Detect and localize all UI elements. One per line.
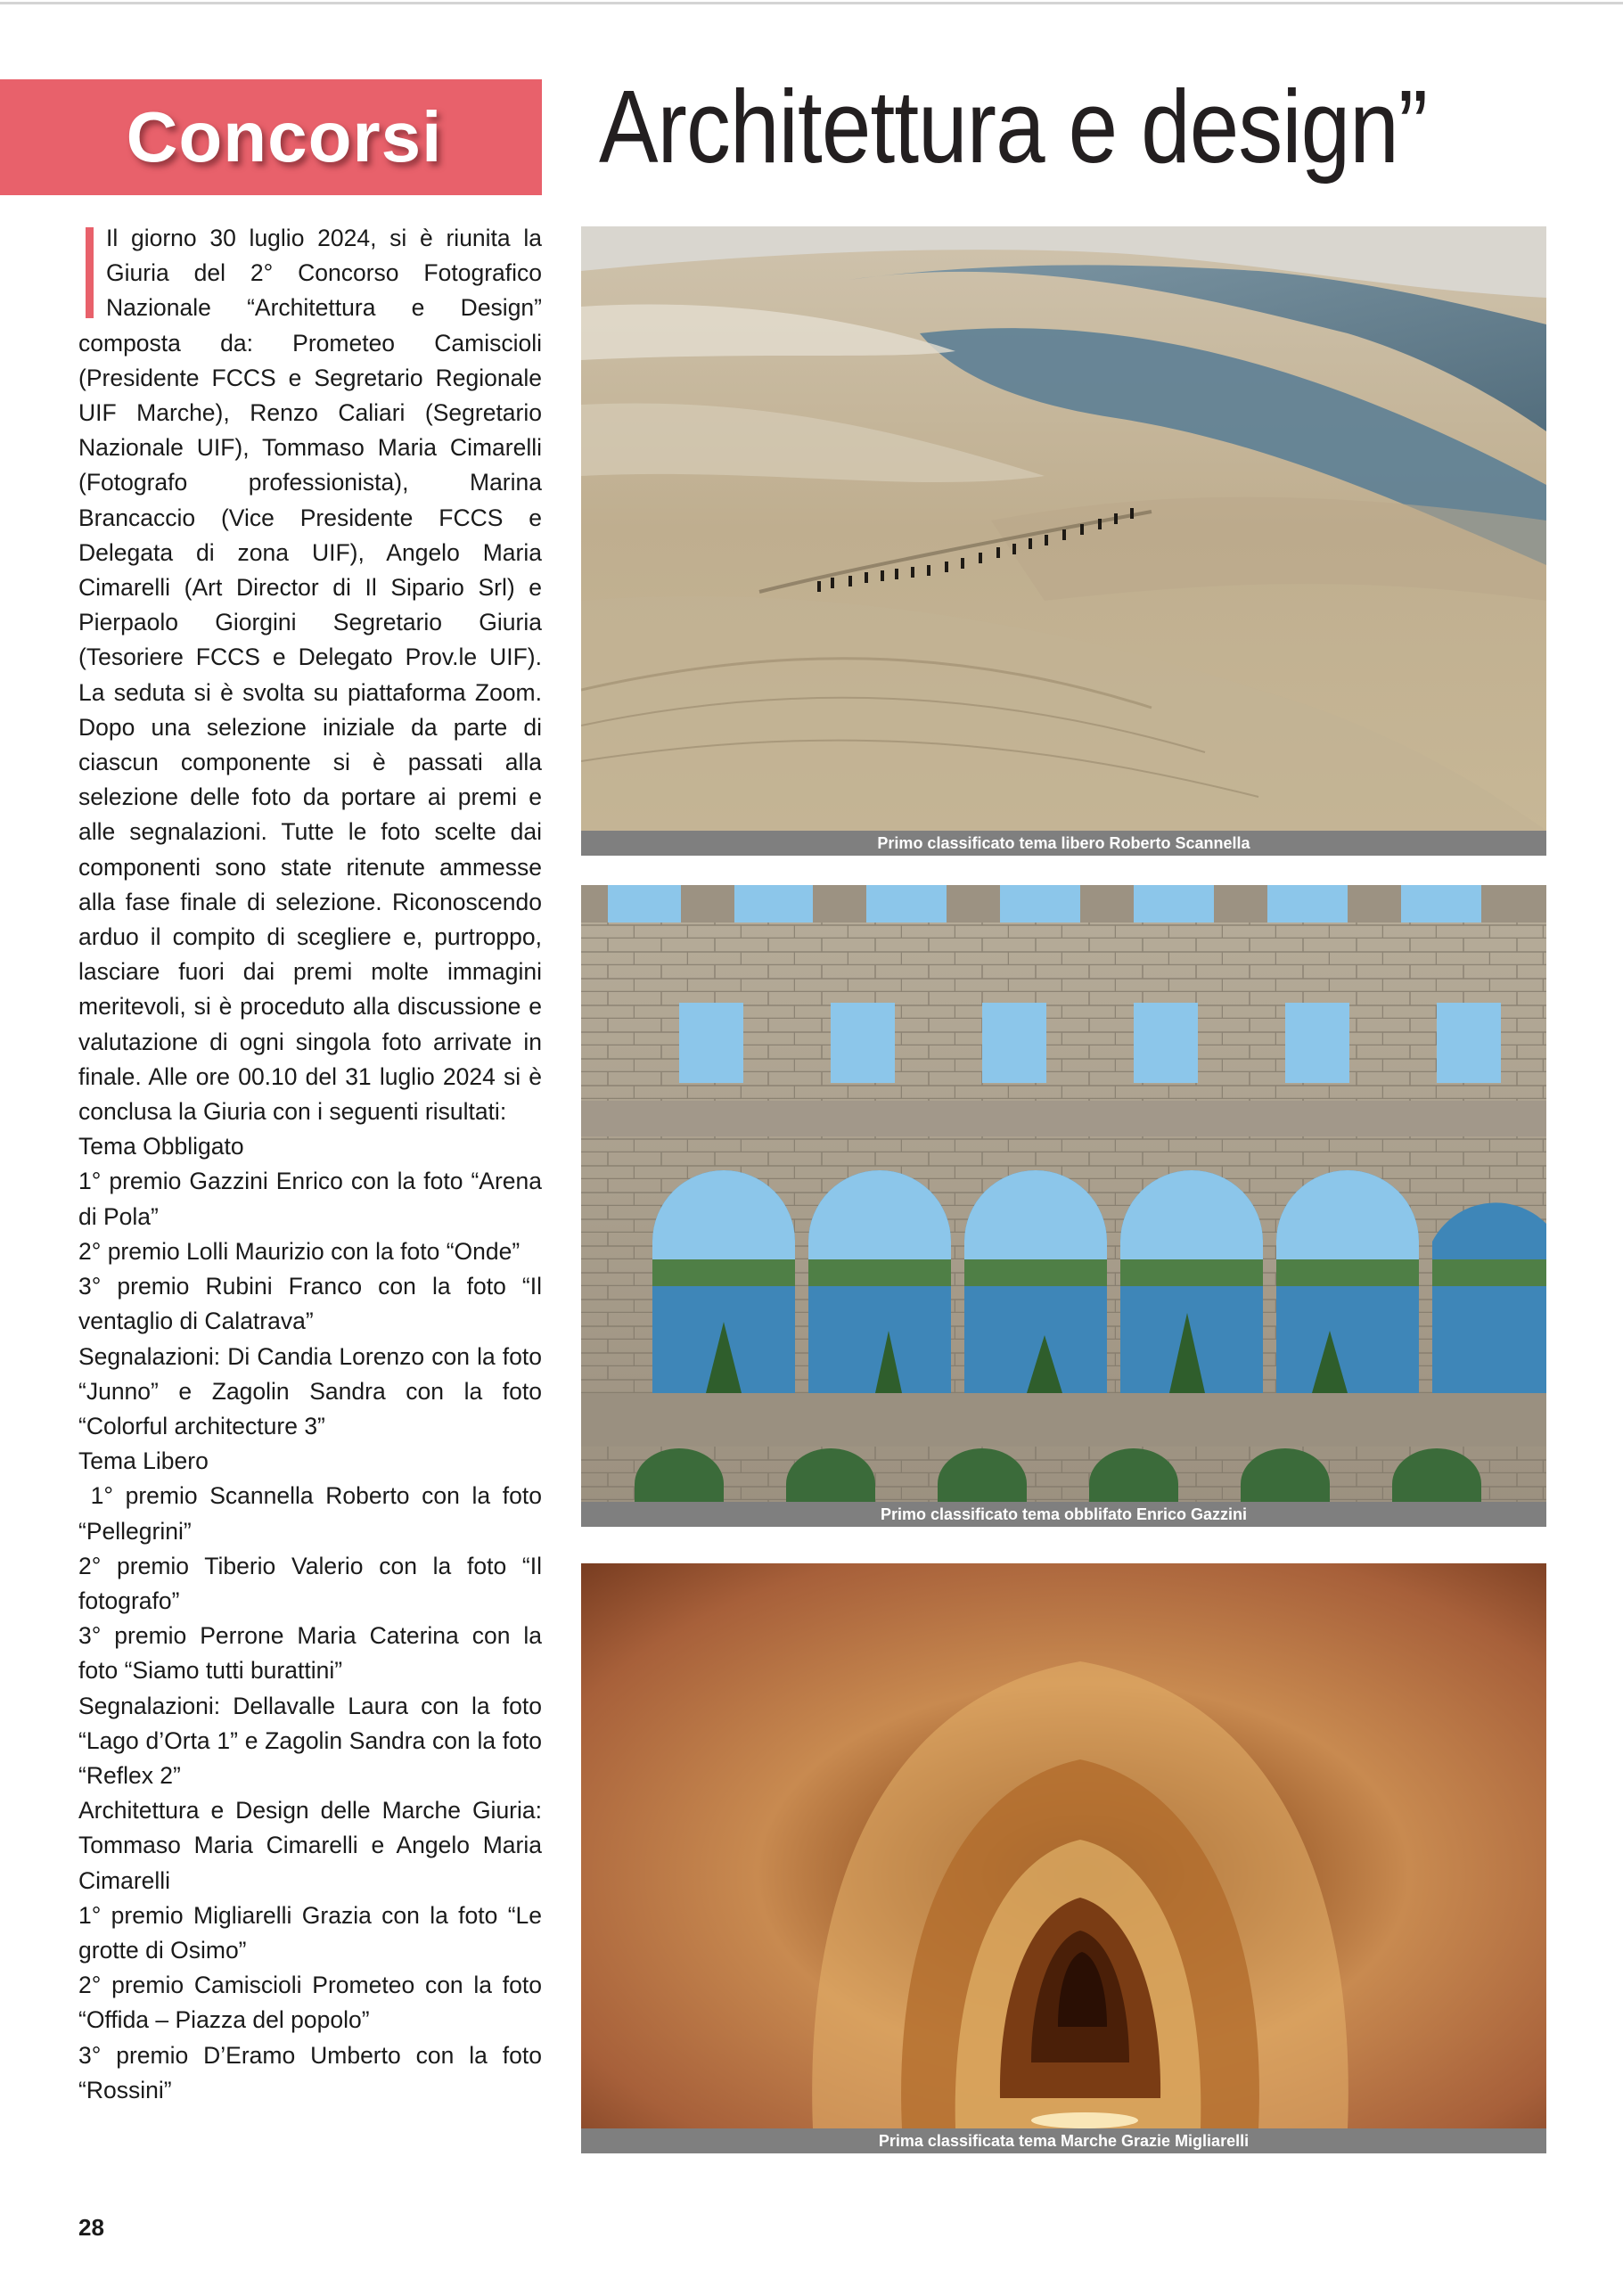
photo-arena-arches xyxy=(581,885,1546,1502)
result-entry: 1° premio Migliarelli Grazia con la foto “Le grotte di Osimo” xyxy=(78,1901,542,1964)
photo-caption: Primo classificato tema libero Roberto Scannella xyxy=(581,831,1546,856)
photo-caption: Prima classificata tema Marche Grazie Migliarelli xyxy=(581,2128,1546,2153)
page-title: Architettura e design” xyxy=(599,69,1428,184)
result-entry: 2° premio Camiscioli Prometeo con la foto “Offida – Piazza del popolo” xyxy=(78,1972,542,2034)
article-column xyxy=(78,221,549,2108)
result-entry: 1° premio Gazzini Enrico con la foto “Arena di Pola” xyxy=(78,1168,542,1230)
article-intro-text: l giorno 30 luglio 2024, si è riunita la Giuria del 2° Concorso Fotografico Nazionale “Architettura e Design” composta da: Prometeo Camiscioli (Presidente FCCS e Segretario Regionale UIF Marche), Renzo Caliari (Segretario Nazionale UIF), Tommaso Maria Cimarelli (Fotografo professionista), Marina Brancaccio (Vice Presidente FCCS e Delegata di zona UIF), Angelo Maria Cimarelli (Art Director di Il Sipario Srl) e Pierpaolo Giorgini Segretario Giuria (Tesoriere FCCS e Delegato Prov.le UIF). La seduta si è svolta su piattaforma Zoom. Dopo una selezione iniziale da parte di ciascun componente si è passati alla selezione delle foto da portare ai premi e alle segnalazioni. Tutte le foto scelte dai componenti sono state ritenute ammesse alla fase finale di selezione. Riconoscendo arduo il compito di scegliere e, purtroppo, lasciare fuori dai premi molte immagini meritevoli, si è proceduto alla discussione e valutazione di ogni singola foto arrivate in finale. Alle ore 00.10 del 31 luglio 2024 si è conclusa la Giuria con i seguenti risultati: xyxy=(78,225,542,1126)
result-entry: 2° premio Lolli Maurizio con la foto “Onde” xyxy=(78,1237,521,1265)
top-rule xyxy=(0,2,1623,4)
page-number: 28 xyxy=(78,2214,104,2241)
result-entry: 2° premio Tiberio Valerio con la foto “Il fotografo” xyxy=(78,1552,542,1614)
section-label: Concorsi xyxy=(126,97,443,176)
article-intro-paragraph xyxy=(78,221,542,1129)
drop-cap-bar xyxy=(86,227,94,318)
result-entry: 3° premio D’Eramo Umberto con la foto “Rossini” xyxy=(78,2041,542,2103)
result-entry: 3° premio Perrone Maria Caterina con la foto “Siamo tutti burattini” xyxy=(78,1622,542,1685)
result-entry: 3° premio Rubini Franco con la foto “Il ventaglio di Calatrava” xyxy=(78,1273,542,1335)
result-entry: Segnalazioni: Dellavalle Laura con la foto “Lago d’Orta 1” e Zagolin Sandra con la foto “Reflex 2” xyxy=(78,1692,542,1789)
photo-caption: Primo classificato tema obblifato Enrico Gazzini xyxy=(581,1502,1546,1527)
drop-cap-letter: I xyxy=(106,225,113,251)
result-entry: 1° premio Scannella Roberto con la foto “Pellegrini” xyxy=(78,1482,549,1545)
section-banner xyxy=(0,79,542,195)
result-entry: Segnalazioni: Di Candia Lorenzo con la foto “Junno” e Zagolin Sandra con la foto “Colorful architecture 3” xyxy=(78,1342,542,1439)
photo-cave-tunnel xyxy=(581,1563,1546,2128)
photo-tidal-flat-pilgrims xyxy=(581,226,1546,831)
heading-tema-libero: Tema Libero xyxy=(78,1447,209,1475)
heading-tema-obbligato: Tema Obbligato xyxy=(78,1133,244,1160)
heading-tema-marche: Architettura e Design delle Marche Giuria: Tommaso Maria Cimarelli e Angelo Maria Cimarelli xyxy=(78,1797,542,1894)
